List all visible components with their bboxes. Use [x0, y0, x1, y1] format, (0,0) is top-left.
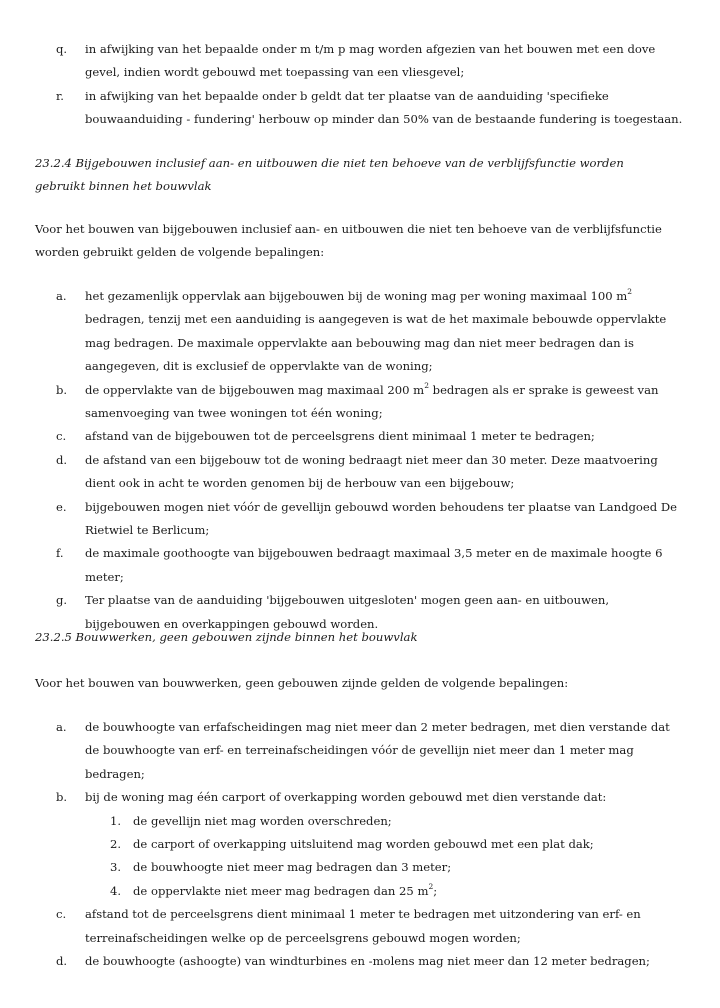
- list-item-e: [0, 496, 720, 543]
- list-marker: q.: [56, 42, 68, 56]
- list-marker: c.: [56, 429, 67, 444]
- list-marker: d.: [56, 452, 68, 467]
- list-marker: e.: [56, 499, 67, 514]
- list-item-text: [85, 285, 685, 379]
- list-23-2-5: [0, 716, 720, 973]
- sublist-marker: 3.: [110, 860, 122, 875]
- list-item-a: [0, 285, 720, 379]
- list-marker: r.: [56, 88, 64, 103]
- list-item-text: de maximale goothoogte van bijgebouwen bedraagt maximaal 3,5 meter en de maximale hoogte 6 meter;: [85, 546, 663, 584]
- list-item-text: afstand van de bijgebouwen tot de perceelsgrens dient minimaal 1 meter te bedragen;: [85, 429, 595, 444]
- list-item-text: in afwijking van het bepaalde onder b geldt dat ter plaatse van de aanduiding 'specifieke bouwaanduiding - fundering' herbouw op minder dan 50% van de bestaande fundering is toegestaan.: [85, 88, 683, 127]
- list-item-text: de bouwhoogte van erfafscheidingen mag niet meer dan 2 meter bedragen, met dien verstande dat de bouwhoogte van erf- en terreinafscheidingen vóór de gevellijn niet meer dan 1 meter mag bedragen;: [85, 720, 670, 781]
- list-prev-section: [0, 38, 720, 132]
- text-segment: bedragen als er sprake is geweest van samenvoeging van twee woningen tot één woning;: [85, 382, 659, 421]
- list-item-c: [0, 425, 720, 448]
- text-segment: de oppervlakte niet meer mag bedragen dan 25 m: [133, 883, 429, 898]
- list-item-q: [0, 38, 720, 85]
- sublist-item-2: [0, 833, 720, 856]
- list-marker: b.: [56, 382, 68, 397]
- sublist-item-text: de bouwhoogte niet meer mag bedragen dan 3 meter;: [133, 860, 452, 875]
- sublist-item-text: de carport of overkapping uitsluitend mag worden gebouwd met een plat dak;: [133, 837, 594, 852]
- list-item-text: bij de woning mag één carport of overkapping worden gebouwd met dien verstande dat:: [85, 790, 607, 805]
- list-23-2-4: [0, 285, 720, 636]
- list-marker: a.: [56, 720, 67, 734]
- text-segment: het gezamenlijk oppervlak aan bijgebouwen bij de woning mag per woning maximaal 100 m: [85, 289, 628, 303]
- list-item-text: afstand tot de perceelsgrens dient minimaal 1 meter te bedragen met uitzondering van erf- en terreinafscheidingen welke op de perceelsgrens gebouwd mogen worden;: [85, 907, 641, 945]
- superscript: 2: [627, 287, 633, 297]
- text-segment: de oppervlakte van de bijgebouwen mag maximaal 200 m: [85, 382, 425, 397]
- list-marker: d.: [56, 954, 68, 969]
- sublist-marker: 4.: [110, 883, 122, 898]
- list-item-r: [0, 85, 720, 132]
- list-item-text: [85, 379, 685, 426]
- list-item-b: [0, 786, 720, 809]
- list-marker: f.: [56, 546, 64, 561]
- text-segment: ;: [433, 883, 438, 898]
- sublist-item-3: [0, 856, 720, 879]
- list-item-b: [0, 379, 720, 426]
- text-segment: bedragen, tenzij met een aanduiding is aangegeven is wat de het maximale bebouwde oppervlakte mag bedragen. De maximale oppervlakte aan bebouwing mag dan niet meer bedragen dan is aangegeven, dit is exclusief de oppervlakte van de woning;: [85, 312, 667, 374]
- list-marker: a.: [56, 289, 67, 303]
- list-marker: g.: [56, 593, 68, 608]
- list-item-text: de afstand van een bijgebouw tot de woning bedraagt niet meer dan 30 meter. Deze maatvoering dient ook in acht te worden genomen bij de herbouw van een bijgebouw;: [85, 452, 658, 491]
- section-intro-23-2-4: Voor het bouwen van bijgebouwen inclusief aan- en uitbouwen die niet ten behoeve van de verblijfsfunctie worden gebruikt gelden de volgende bepalingen:: [35, 222, 662, 260]
- section-heading-23-2-5: 23.2.5 Bouwwerken, geen gebouwen zijnde binnen het bouwvlak: [35, 630, 418, 644]
- sublist-marker: 2.: [110, 837, 122, 852]
- superscript: 2: [428, 881, 434, 891]
- list-item-text: in afwijking van het bepaalde onder m t/m p mag worden afgezien van het bouwen met een dove gevel, indien wordt gebouwd met toepassing van een vliesgevel;: [85, 42, 656, 80]
- list-item-text: bijgebouwen mogen niet vóór de gevellijn gebouwd worden behoudens ter plaatse van Landgoed De Rietwiel te Berlicum;: [85, 499, 678, 538]
- list-item-c: [0, 903, 720, 950]
- sublist-item-1: [0, 810, 720, 833]
- list-marker: b.: [56, 790, 68, 805]
- sublist-item-text: [133, 880, 683, 903]
- list-marker: c.: [56, 907, 67, 922]
- list-item-text: Ter plaatse van de aanduiding 'bijgebouwen uitgesloten' mogen geen aan- en uitbouwen, bijgebouwen en overkappingen gebouwd worden.: [85, 593, 610, 631]
- list-item-f: [0, 542, 720, 589]
- section-intro-23-2-5: Voor het bouwen van bouwwerken, geen gebouwen zijnde gelden de volgende bepalingen:: [35, 676, 569, 690]
- sublist-item-4: [0, 880, 720, 903]
- sublist-marker: 1.: [110, 813, 122, 828]
- section-heading-23-2-4: 23.2.4 Bijgebouwen inclusief aan- en uitbouwen die niet ten behoeve van de verblijfsfunctie worden gebruikt binnen het bouwvlak: [35, 156, 624, 194]
- list-item-d: [0, 449, 720, 496]
- list-item-text: de bouwhoogte (ashoogte) van windturbines en -molens mag niet meer dan 12 meter bedragen;: [85, 954, 650, 969]
- sublist-item-text: de gevellijn niet mag worden overschreden;: [133, 813, 392, 828]
- list-item-a: [0, 716, 720, 786]
- list-item-d: [0, 950, 720, 973]
- superscript: 2: [424, 380, 429, 390]
